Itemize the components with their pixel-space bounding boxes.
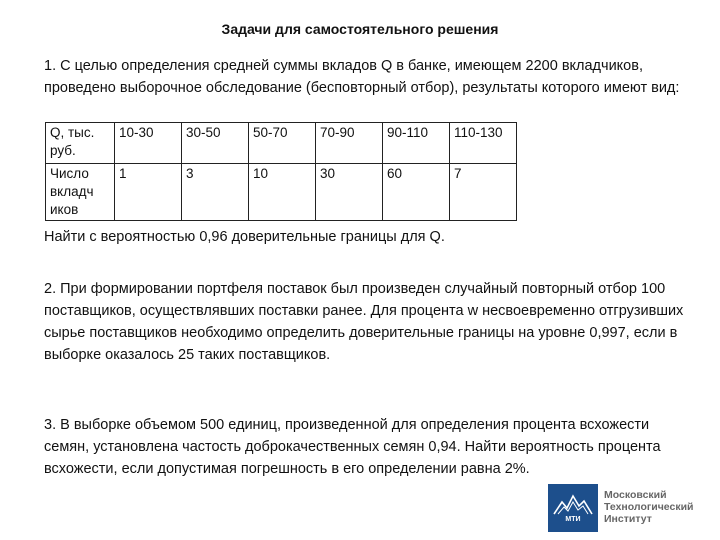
task-2-text: 2. При формировании портфеля поставок был произведен случайный повторный отбор 100 поставщиков, осуществлявших поставки ранее. Для процента w несвоевременно отгрузивших сырье поставщиков необходимо определить доверительные границы на уровне 0,997, если в выборке оказалось 25 таких поставщиков. [44,281,684,363]
institute-logo [548,484,708,534]
table-cell: 3 [182,164,249,221]
row-header-depositors: Число вкладч иков [46,164,115,221]
logo-text [604,489,694,525]
table-cell: 10 [249,164,316,221]
table-row [46,164,517,221]
table-cell: 50-70 [249,123,316,164]
deposits-table [45,122,517,221]
logo-line-3: Институт [604,513,652,525]
table-cell: 70-90 [316,123,383,164]
row-header-amount: Q, тыс. руб. [46,123,115,164]
table-cell: 30 [316,164,383,221]
table-row [46,123,517,164]
table-cell: 110-130 [450,123,517,164]
table-cell: 1 [115,164,182,221]
logo-abbr: МТИ [565,516,581,523]
task-3-text: 3. В выборке объемом 500 единиц, произведенной для определения процента всхожести семян, установлена частость доброкачественных семян 0,94. Найти вероятность процента всхожести, если допустимая погрешность в его определении равна 2%. [44,417,661,477]
logo-emblem [548,484,598,532]
task-1-text: 1. С целью определения средней суммы вкладов Q в банке, имеющем 2200 вкладчиков, проведено выборочное обследование (бесповторный отбор), результаты которого имеют вид: [44,58,680,96]
mountain-icon [548,484,598,532]
logo-line-2: Технологический [604,501,694,513]
table-cell: 90-110 [383,123,450,164]
table-cell: 10-30 [115,123,182,164]
table-cell: 7 [450,164,517,221]
table-cell: 60 [383,164,450,221]
table-cell: 30-50 [182,123,249,164]
logo-line-1: Московский [604,489,667,501]
page-title: Задачи для самостоятельного решения [221,21,499,37]
task-1-question: Найти с вероятностью 0,96 доверительные границы для Q. [44,229,445,245]
